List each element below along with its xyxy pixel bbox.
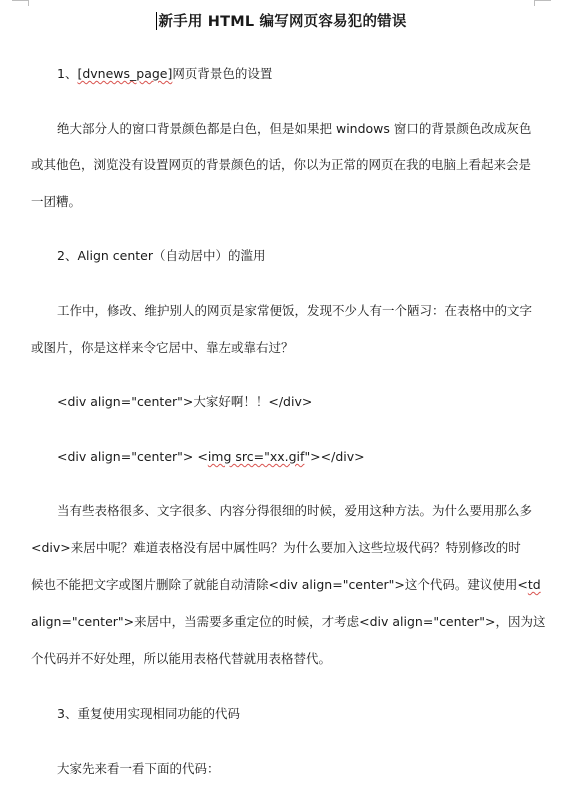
code-line[interactable] [57, 449, 365, 465]
crop-mark-right-vertical [534, 0, 535, 6]
paragraph-line[interactable]: 绝大部分人的窗口背景颜色都是白色，但是如果把 windows 窗口的背景颜色改成灰色 [57, 121, 532, 136]
section-number: 1、 [57, 66, 78, 81]
code-text: "></div> [304, 449, 365, 464]
section-heading-3[interactable]: 3、重复使用实现相同功能的代码 [57, 706, 240, 721]
paragraph-line[interactable]: 或图片，你是这样来令它居中、靠左或靠右过？ [31, 340, 294, 355]
code-line[interactable]: <div align="center">大家好啊！！</div> [57, 394, 313, 409]
paragraph-line[interactable]: <div>来居中呢？难道表格没有居中属性吗？为什么要加入这些垃圾代码？特别修改的时 [31, 540, 521, 555]
document-title-text: 新手用 HTML 编写网页容易犯的错误 [158, 14, 407, 30]
spellcheck-marked-text: [dvnews_page] [77, 66, 173, 81]
paragraph-line[interactable]: 工作中，修改、维护别人的网页是家常便饭，发现不少人有一个陋习：在表格中的文字 [57, 303, 533, 318]
paragraph-line[interactable]: 或其他色，浏览没有设置网页的背景颜色的话，你以为正常的网页在我的电脑上看起来会是 [31, 157, 532, 172]
document-title[interactable] [0, 10, 563, 31]
section-heading-text: 网页背景色的设置 [172, 66, 273, 81]
section-heading-1[interactable] [57, 66, 272, 82]
code-text: <div align="center"> < [57, 449, 208, 464]
crop-mark-left-vertical [28, 0, 29, 6]
paragraph-line[interactable]: align="center">来居中，当需要多重定位的时候，才考虑<div align="center">，因为这 [31, 614, 546, 629]
paragraph-line[interactable]: 一团糟。 [31, 194, 82, 209]
crop-mark-left [12, 0, 28, 1]
spellcheck-marked-text: td [527, 577, 541, 592]
section-heading-2[interactable]: 2、Align center（自动居中）的滥用 [57, 248, 266, 263]
paragraph-line[interactable]: 当有些表格很多、文字很多、内容分得很细的时候，爱用这种方法。为什么要用那么多 [57, 503, 533, 518]
crop-mark-right [535, 0, 551, 1]
paragraph-line[interactable] [31, 577, 541, 593]
spellcheck-marked-text: img src="xx.gif [207, 449, 305, 464]
paragraph-line[interactable]: 大家先来看一看下面的代码： [57, 761, 220, 776]
paragraph-text: 候也不能把文字或图片删除了就能自动清除<div align="center">这个代码。建议使用< [31, 577, 528, 592]
paragraph-line[interactable]: 个代码并不好处理，所以能用表格代替就用表格替代。 [31, 651, 332, 666]
